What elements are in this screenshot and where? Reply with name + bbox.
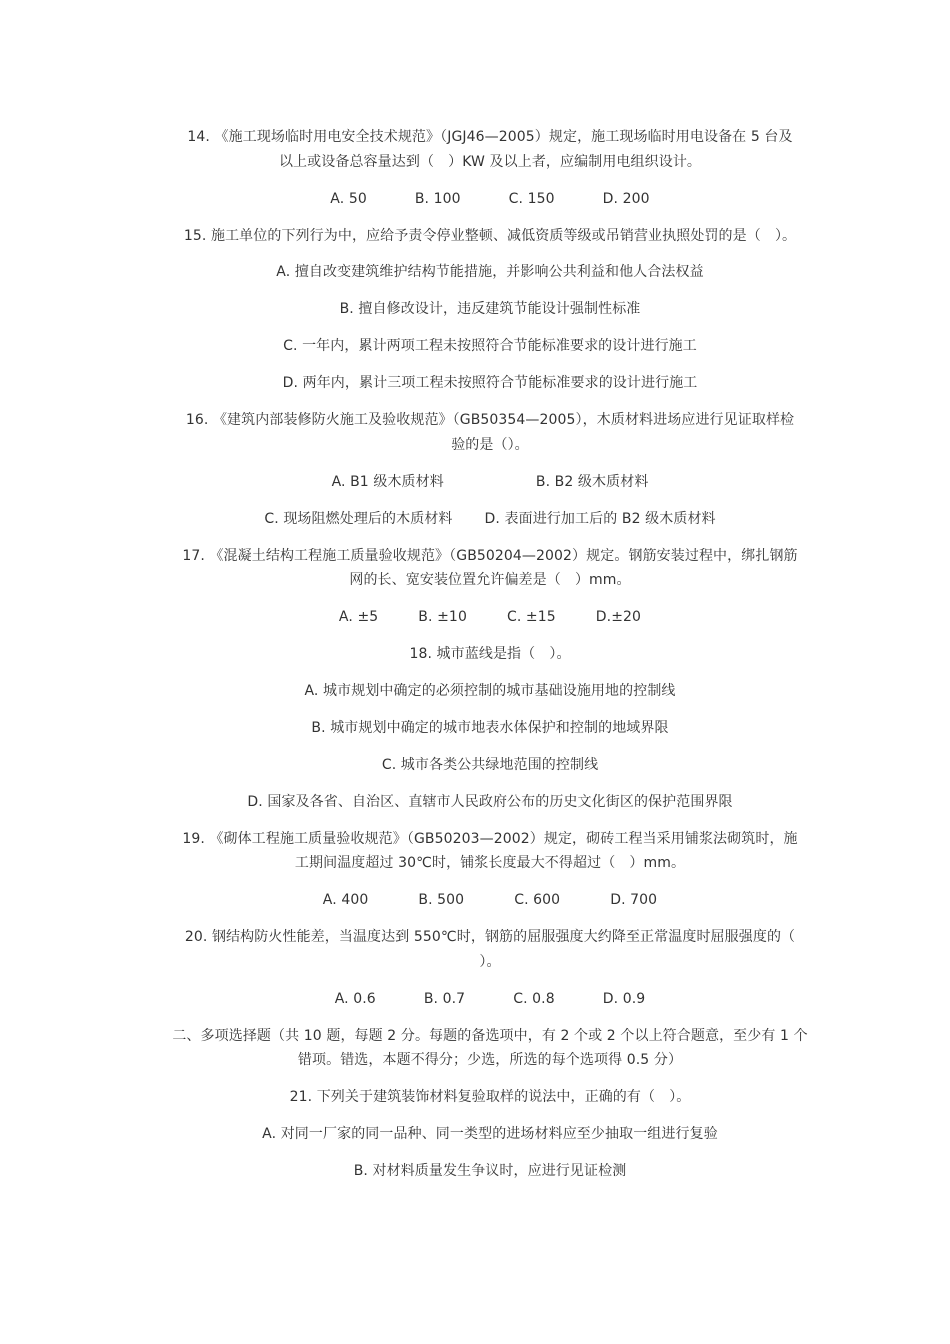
- q19-option-c: C. 600: [514, 892, 561, 908]
- q14-stem-line1: 14. 《施工现场临时用电安全技术规范》（JGJ46—2005）规定，施工现场临时用电设备在 5 台及: [187, 129, 793, 145]
- q17-option-b: B. ±10: [418, 609, 467, 625]
- section2-heading-line1: 二、多项选择题（共 10 题，每题 2 分。每题的备选项中，有 2 个或 2 个以上符合题意，至少有 1 个: [172, 1028, 808, 1044]
- q15-stem: 15. 施工单位的下列行为中，应给予责令停业整顿、减低资质等级或吊销营业执照处罚的是（ ）。: [183, 228, 797, 244]
- q16-options-row1: [170, 472, 810, 492]
- q16-option-c: C. 现场阻燃处理后的木质材料: [264, 511, 453, 527]
- q20-option-c: C. 0.8: [513, 991, 555, 1007]
- q16-options-row2: [170, 509, 810, 529]
- section2-heading-line2: 错项。错选，本题不得分；少选，所选的每个选项得 0.5 分）: [297, 1052, 683, 1068]
- q15-option-c: C. 一年内，累计两项工程未按照符合节能标准要求的设计进行施工: [283, 338, 697, 354]
- q16-stem-line2: 验的是（）。: [451, 437, 529, 453]
- q17-option-c: C. ±15: [506, 609, 556, 625]
- q18-option-b: B. 城市规划中确定的城市地表水体保护和控制的地域界限: [311, 720, 669, 736]
- q20-option-d: D. 0.9: [602, 991, 646, 1007]
- q14-option-b: B. 100: [414, 191, 461, 207]
- q19-stem-line2: 工期间温度超过 30℃时，铺浆长度最大不得超过（ ）mm。: [294, 855, 686, 871]
- q15-option-a: A. 擅自改变建筑维护结构节能措施，并影响公共利益和他人合法权益: [276, 264, 704, 280]
- q18-stem: 18. 城市蓝线是指（ ）。: [409, 646, 571, 662]
- q20-option-b: B. 0.7: [423, 991, 466, 1007]
- q20-stem-line1: 20. 钢结构防火性能差，当温度达到 550℃时，钢筋的屈服强度大约降至正常温度时屈服强度的（: [184, 929, 796, 945]
- q16-stem-line1: 16. 《建筑内部装修防火施工及验收规范》（GB50354—2005），木质材料进场应进行见证取样检: [185, 412, 795, 428]
- q17-option-d: D.±20: [595, 609, 642, 625]
- q15-option-b: B. 擅自修改设计，违反建筑节能设计强制性标准: [339, 301, 641, 317]
- q18-option-a: A. 城市规划中确定的必须控制的城市基础设施用地的控制线: [304, 683, 676, 699]
- q19-option-d: D. 700: [610, 892, 658, 908]
- q14-option-d: D. 200: [602, 191, 650, 207]
- q14-option-c: C. 150: [508, 191, 555, 207]
- q21-stem: 21. 下列关于建筑装饰材料复验取样的说法中，正确的有（ ）。: [289, 1089, 691, 1105]
- q21-option-a: A. 对同一厂家的同一品种、同一类型的进场材料应至少抽取一组进行复验: [262, 1126, 718, 1142]
- q20-option-a: A. 0.6: [334, 991, 376, 1007]
- q17-stem-line1: 17. 《混凝土结构工程施工质量验收规范》（GB50204—2002）规定。钢筋安装过程中，绑扎钢筋: [182, 548, 798, 564]
- q14-stem-line2: 以上或设备总容量达到（ ）KW 及以上者，应编制用电组织设计。: [278, 154, 702, 170]
- q18-option-c: C. 城市各类公共绿地范围的控制线: [381, 757, 599, 773]
- q19-options: [170, 890, 810, 910]
- q19-option-b: B. 500: [418, 892, 465, 908]
- q16-option-b: B. B2 级木质材料: [535, 474, 649, 490]
- q14-option-a: A. 50: [330, 191, 367, 207]
- q19-stem-line1: 19. 《砌体工程施工质量验收规范》（GB50203—2002）规定，砌砖工程当采用铺浆法砌筑时，施: [182, 831, 798, 847]
- q19-option-a: A. 400: [322, 892, 369, 908]
- q15-option-d: D. 两年内，累计三项工程未按照符合节能标准要求的设计进行施工: [282, 375, 698, 391]
- q16-option-a: A. B1 级木质材料: [331, 474, 444, 490]
- q18-option-d: D. 国家及各省、自治区、直辖市人民政府公布的历史文化街区的保护范围界限: [247, 794, 733, 810]
- q21-option-b: B. 对材料质量发生争议时，应进行见证检测: [353, 1163, 627, 1179]
- q17-stem-line2: 网的长、宽安装位置允许偏差是（ ）mm。: [349, 572, 631, 588]
- q16-option-d: D. 表面进行加工后的 B2 级木质材料: [484, 511, 716, 527]
- q20-options: [170, 989, 810, 1009]
- q14-options: [170, 189, 810, 209]
- q17-option-a: A. ±5: [338, 609, 379, 625]
- q17-options: [170, 607, 810, 627]
- q20-stem-line2: ）。: [479, 954, 501, 970]
